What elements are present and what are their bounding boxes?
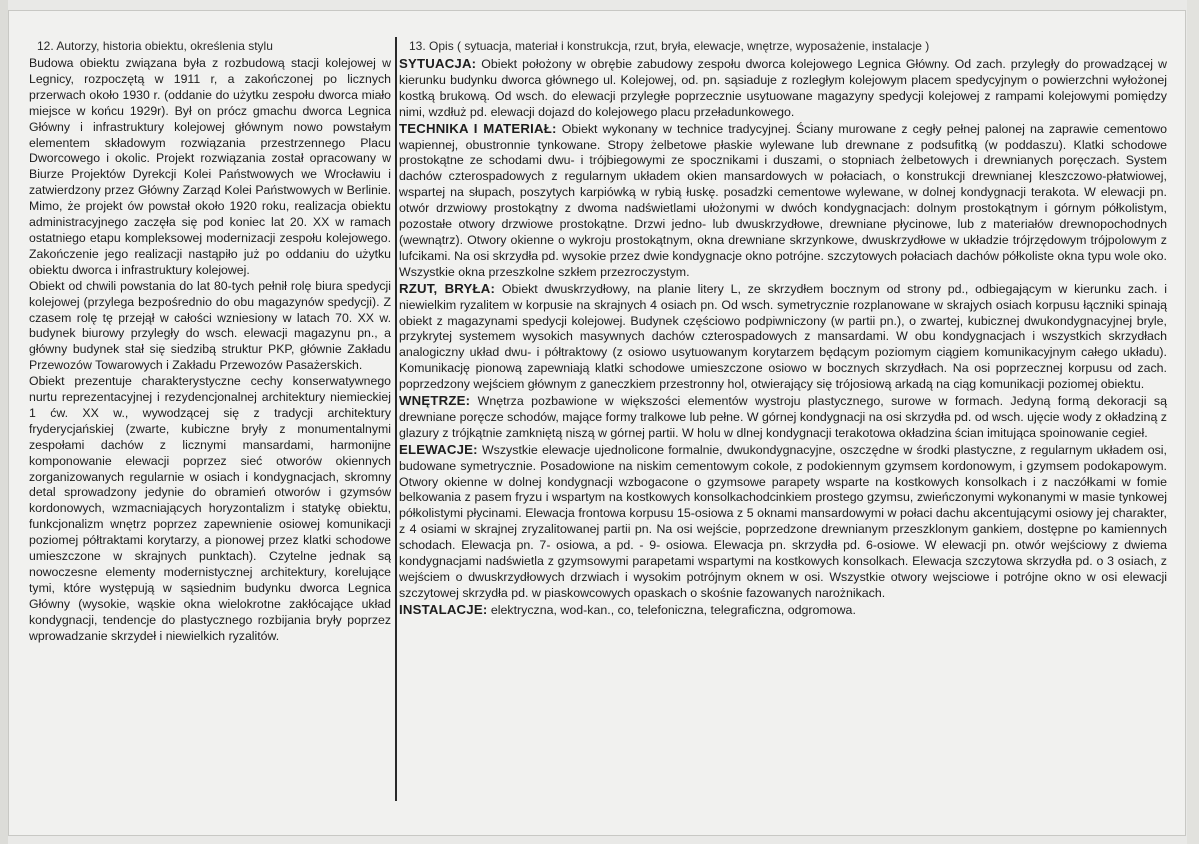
section-text: Obiekt dwuskrzydłowy, na planie litery L, ze skrzydłem bocznym od strony pd., odbiegającym w kierunku zach. i niewielkim ryzalitem w korpusie na skrajnych 4 osiach pn. Od wsch. symetrycznie rozplanowane w skrajych osiach korpusu łączniki spinają obiekt z magazynami spedycji kolejowej. Budynek częściowo podpiwniczony (w partii pn.), o zwartej, kubicznej dwukondygnacyjnej bryle, przykrytej systemem wysokich masywnych dachów czterospadowych z mansardami. W obu kondygnacjach i wszystkich skrzydłach analogiczny układ dwu- i półtraktowy (z osiowo usytuowanym korytarzem będącym poziomym ciągiem komunikacyjnym całego układu). Komunikację pionową zapewniają klatki schodowe umieszczone osiowo w bocznych skrzydłach. Na osi poprzecznej korpusu od zach. poprzedzony wejściem głównym z ganeczkiem przestronny hol, otwierający się trójosiową arkadą na ciąg komunikacji poziomej obiektu. [399,281,1167,392]
history-paragraph-2: Obiekt od chwili powstania do lat 80-tych pełnił rolę biura spedycji kolejowej (przylega bezpośrednio do obu magazynów spedycji). Z czasem rolę tę przejął w całości wzniesiony w latach 70. XX w. budynek biurowy przyległy do wsch. elewacji magazynu pn., a główny budynek stał się siedzibą struktur PKP, głównie Zakładu Przewozów Towarowych i Zakładu Przewozów Pasażerskich. [29,278,391,373]
section-text: Obiekt wykonany w technice tradycyjnej. Ściany murowane z cegły pełnej palonej na zaprawie cementowo wapiennej, obustronnie tynkowane. Stropy żelbetowe płaskie wylewane lub drewnane z podsufitką (w poddaszu). Klatki schodowe prostokątne ze schodami dwu- i trójbiegowymi ze spocznikami i duszami, o stopniach żelbetowych i drewnianych poręczach. System dachów czterospadowych z regularnym układem okien mansardowych w połaciach, o konstrukcji drewnianej kleszczowo-płatwiowej, wspartej na słupach, poszytych karpiówką w rybią łuskę. posadzki cementowe wylewane, w dolnej kondygnacji terakota. W elewacji pn. otwór drzwiowy prostokątny z dwoma nadświetlami ułożonymi w dwóch kondygnacjach: dolnym prostokątnym i górnym półkolistym, pozostałe otwory drzwiowe prostokątne. Drzwi jedno- lub dwuskrzydłowe, drewniane płycinowe, lub z materiałów drewnopochodnych (wewnątrz). Otwory okienne o wykroju prostokątnym, okna drewniane skrzynkowe, dwuskrzydłowe w układzie trójrzędowym trójpolowym z lufcikami. Na osi skrzydła pd. wysokie przez dwie kondygnacje okno potrójne. szczytowych połaciach dachów półkoliste okna typu wole oko. Wszystkie okna przeszkolne szkłem przezroczystym. [399,121,1167,279]
section-label: ELEWACJE: [399,441,478,457]
section-label: WNĘTRZE: [399,393,471,409]
scan-right-edge [1187,0,1199,844]
history-paragraph-1: Budowa obiektu związana była z rozbudową stacji kolejowej w Legnicy, rozpoczętą w 1911 r, a zakończonej po licznych przerwach około 1930 r. (oddanie do użytku zespołu dworca miało miejsce w końcu 1929r). Był on prócz gmachu dworca Legnica Główny i infrastruktury kolejowej głównym nowo powstałym elementem składowym rozwiązania przestrzennego Placu Dworcowego i okolic. Projekt rozwiązania został opracowany w Biurze Projektów Dyrekcji Kolei Państwowych we Wrocławiu i zatwierdzony przez Główny Zarząd Kolei Państwowych w Berlinie. Mimo, że projekt ów powstał około 1920 roku, realizacja obiektu administracyjnego zaczęła się pod koniec lat 20. XX w ramach ostatniego etapu kompleksowej modernizacji zespołu kolejowego. Zakończenie jego realizacji nastąpiło już po oddaniu do użytku obiektu dworca i infrastruktury kolejowej. [29,56,391,277]
column-divider [395,37,397,801]
left-column [29,39,391,645]
history-paragraph-3: Obiekt prezentuje charakterystyczne cechy konserwatywnego nurtu reprezentacyjnej i rezydencjonalnej architektury niemieckiej 1 ćw. XX w., wywodzącej się z tradycji architektury fryderycjańskiej (zwarte, kubiczne bryły z monumentalnymi zespołami dachów z licznymi mansardami, harmonijne komponowanie elewacji poprzez sieć otworów okiennych zorganizowanych regularnie w osiach i kondygnacjach, skromny detal sprowadzony jedynie do obramień otworów i gzymsów kordonowych, wzmacniających horyzontalizm i statykę obiektu, funkcjonalizm wnętrz poprzez zapewnienie osiowej komunikacji poziomej półtraktami korytarzy, a pionowej przez klatki schodowe umieszczone w skrajnych punktach). Czytelne jednak są nowoczesne elementy modernistycznej architektury, korelujące tymi, które występują w sąsiednim budynku dworca Legnica Główny (wysokie, wąskie okna wielokrotne zakłócające układ kondygnacji, tendencje do plastycznego rozbijania bryły poprzez wprowadzanie skrzydeł i niewielkich ryzalitów. [29,374,391,643]
section-elewacje [399,442,1167,602]
section-text: Wszystkie elewacje ujednolicone formalnie, dwukondygnacyjne, oszczędne w środki plastyczne, z regularnym układem osi, budowane symetrycznie. Posadowione na niskim cementowym cokole, z podokiennym gzymsem kordonowym, i gzymsem podokapowym. Otwory okienne w dolnej kondygnacji wzbogacone o gzymsowe parapety wsparte na kostkowych konsolkach i z naczółkami w fomie belkowania z pasem fryzu i wspartym na kostkowych konsolkachodcinkiem prostego gzymsu, zwieńczonymi wykonanymi w masie tynkowej półkolistymi płycinami. Elewacja frontowa korpusu 15-osiowa z 5 oknami mansardowymi w połaci dachu akcentującymi osiowy jej charakter, z 4 osiami w skrajnej zryzalitowanej partii pn. Na osi wejście, poprzedzone drewnianym przeszklonym gankiem, dostępne po kamiennych schodach. Elewacja pn. 7- osiowa, a pd. - 9- osiowa. Elewacja pn. skrzydła pd. 6-osiowe. W elewacji pn. otwór wejściowy z dwiema kondygnacjami nadświetla z gzymsowymi parapetami wspartymi na kostkowych konsolkach. Elewacja szczytowa skrzydła pd. o 3 osiach, z wejściem o dwuskrzydłowych drzwiach i wysokim potrójnym oknem w osi. Wszystkie otwory wejsciowe i potrójne okno w osi elewacji szczytowej skrzydła pd. w piaskowcowych opaskach o skośnie fazowanych narożnikach. [399,442,1167,600]
right-column [399,39,1167,619]
section-label: INSTALACJE: [399,601,488,617]
section-sytuacja [399,56,1167,121]
section-instalacje [399,602,1167,619]
left-column-heading: 12. Autorzy, historia obiektu, określenia stylu [37,39,273,53]
section-label: TECHNIKA I MATERIAŁ: [399,120,557,136]
section-text: Wnętrza pozbawione w większości elementów wystroju plastycznego, surowe w formach. Jedyną formą dekoracji są drewniane poręcze schodów, mające formy tralkowe lub pełne. W górnej kondygnacji na osi skrzydła pd. od wsch. ujęcie wody z okładziną z glazury z trójkątnie zamkniętą niszą w górnej partii. W holu w dlnej kondygnacji terakotowa okładzina ścian imitująca spoinowanie cegieł. [399,394,1167,440]
scan-left-edge [0,0,8,844]
document-sheet [8,10,1186,836]
section-label: RZUT, BRYŁA: [399,280,496,296]
section-technika [399,121,1167,281]
section-wnetrze [399,393,1167,442]
section-text: elektryczna, wod-kan., co, telefoniczna, telegraficzna, odgromowa. [487,602,856,617]
right-column-heading: 13. Opis ( sytuacja, materiał i konstrukcja, rzut, bryła, elewacje, wnętrze, wyposażenie, instalacje ) [409,39,930,53]
section-label: SYTUACJA: [399,56,477,71]
section-rzut-bryla [399,281,1167,393]
section-text: Obiekt położony w obrębie zabudowy zespołu dworca kolejowego Legnica Główny. Od zach. przyległy do prowadzącej w kierunku budynku dworca głównego ul. Kolejowej, od. pn. sąsiaduje z rozległym kolejowym placem spedycyjnym o powierzchni wyłożonej kostką brukową. Od wsch. do elewacji przyległe poprzecznie usytuowane magazyny spedycji kolejowej z rampami kolejowymi pomiędzy nimi, wzdłuż pd. elewacji dojazd do kolejowego placu przeładunkowego. [399,57,1167,119]
